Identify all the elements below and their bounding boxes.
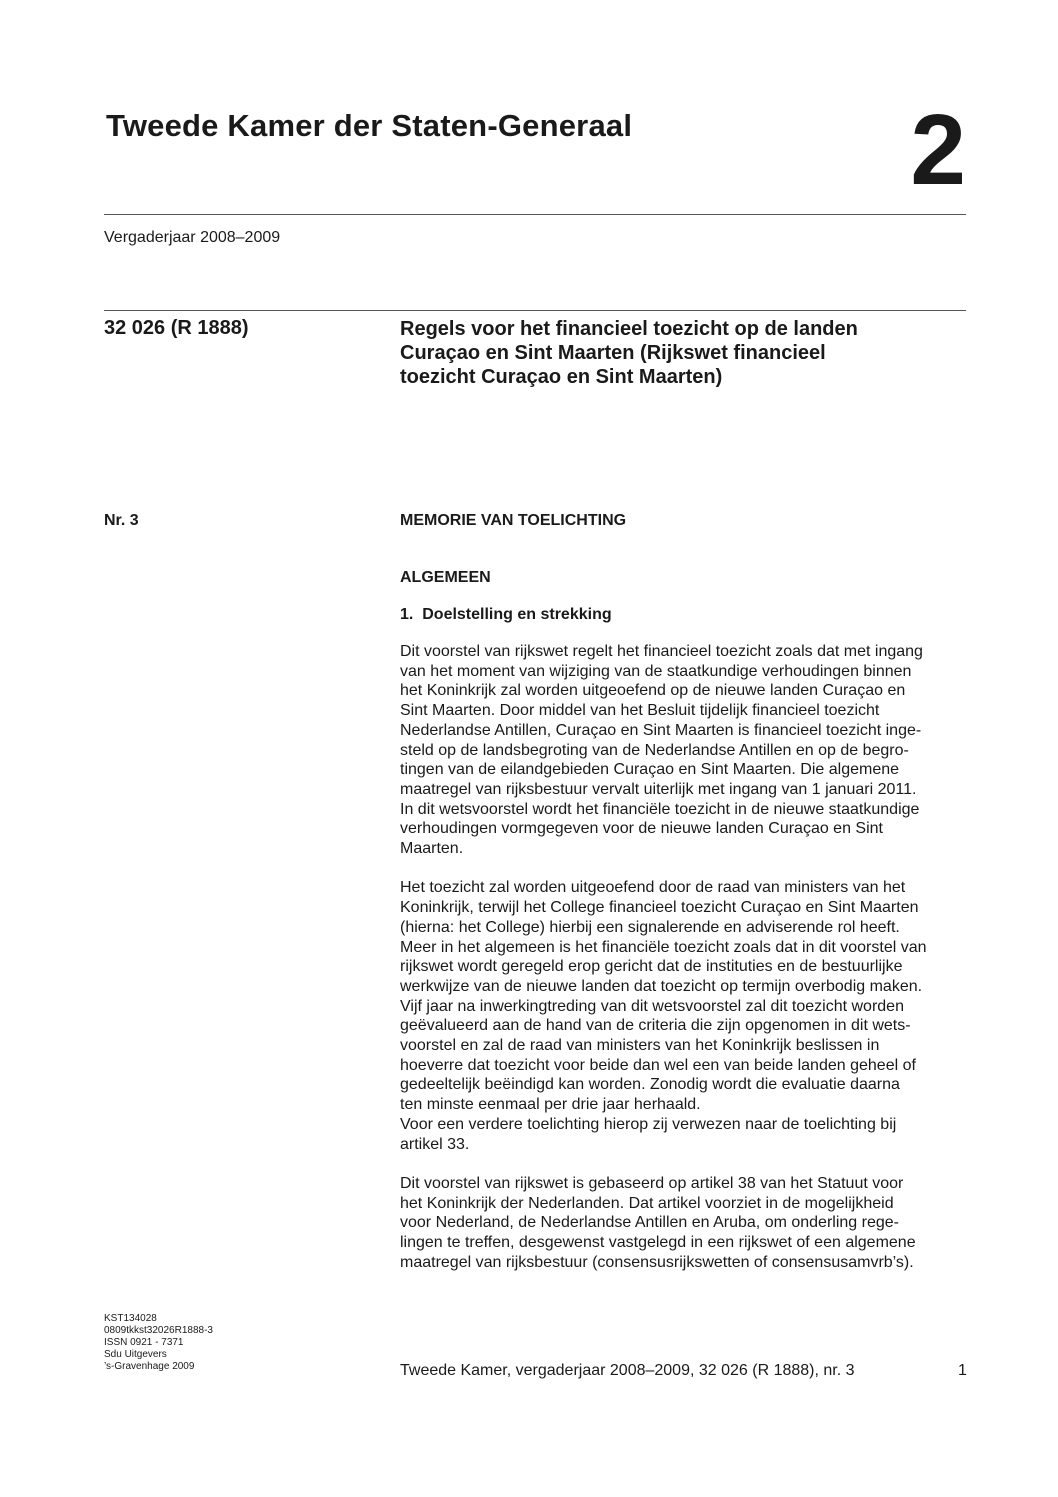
body-line: het Koninkrijk der Nederlanden. Dat artikel voorziet in de mogelijkheid (400, 1194, 894, 1212)
body-line: Het toezicht zal worden uitgeoefend door de raad van ministers van het (400, 879, 906, 897)
header-divider (104, 214, 966, 215)
body-line: artikel 33. (400, 1135, 470, 1153)
body-line: tingen van de eilandgebieden Curaçao en Sint Maarten. Die algemene (400, 761, 900, 779)
chamber-title: Tweede Kamer der Staten-Generaal (106, 108, 633, 143)
body-line: Nederlandse Antillen, Curaçao en Sint Maarten is financieel toezicht inge- (400, 721, 922, 739)
body-text (400, 642, 968, 1272)
part-heading: ALGEMEEN (400, 569, 491, 586)
body-line: Koninkrijk, terwijl het College financieel toezicht Curaçao en Sint Maarten (400, 899, 919, 917)
paragraph-gap (400, 1154, 968, 1174)
body-line: Maarten. (400, 840, 464, 858)
body-line: (hierna: het College) hierbij een signalerende en adviserende rol heeft. (400, 918, 900, 936)
meta-line: Sdu Uitgevers (104, 1349, 167, 1360)
document-title (400, 317, 970, 389)
body-line: Meer in het algemeen is het financiële toezicht zoals dat in dit voorstel van (400, 938, 927, 956)
body-line: Dit voorstel van rijkswet regelt het financieel toezicht zoals dat met ingang (400, 643, 923, 660)
paragraph-gap (400, 859, 968, 879)
body-line: gedeeltelijk beëindigd kan worden. Zonodig wordt die evaluatie daarna (400, 1076, 900, 1094)
document-number: 2 (910, 94, 966, 206)
body-line: Dit voorstel van rijkswet is gebaseerd op artikel 38 van het Statuut voor (400, 1174, 904, 1192)
body-line: het Koninkrijk zal worden uitgeoefend op de nieuwe landen Curaçao en (400, 682, 906, 700)
body-line: lingen te treffen, desgewenst vastgelegd in een rijkswet of een algemene (400, 1234, 916, 1252)
body-line: geëvalueerd aan de hand van de criteria die zijn opgenomen in dit wets- (400, 1017, 911, 1035)
body-line: voorstel en zal de raad van ministers van het Koninkrijk beslissen in (400, 1037, 880, 1055)
document-title-line: Curaçao en Sint Maarten (Rijkswet financieel (400, 342, 826, 364)
session-year: Vergaderjaar 2008–2009 (104, 229, 281, 246)
body-line: rijkswet wordt geregeld erop gericht dat de instituties en de bestuurlijke (400, 958, 903, 976)
body-line: verhoudingen vormgegeven voor de nieuwe landen Curaçao en Sint (400, 820, 883, 838)
body-line: Sint Maarten. Door middel van het Besluit tijdelijk financieel toezicht (400, 702, 880, 720)
footer-reference: Tweede Kamer, vergaderjaar 2008–2009, 32 026 (R 1888), nr. 3 (400, 1362, 855, 1379)
body-line: maatregel van rijksbestuur (consensusrijkswetten of consensusamvrb’s). (400, 1253, 914, 1271)
document-title-line: Regels voor het financieel toezicht op de landen (400, 318, 858, 340)
body-line: voor Nederland, de Nederlandse Antillen en Aruba, om onderling rege- (400, 1214, 899, 1232)
section-heading: 1. Doelstelling en strekking (400, 606, 612, 623)
body-line: steld op de landsbegroting van de Nederlandse Antillen en op de begro- (400, 741, 909, 759)
publication-metadata (104, 1313, 213, 1373)
body-line: werkwijze van de nieuwe landen dat toezicht op termijn overbodig maken. (400, 977, 923, 995)
page-number: 1 (958, 1362, 967, 1379)
document-title-line: toezicht Curaçao en Sint Maarten) (400, 366, 723, 388)
body-line: van het moment van wijziging van de staatkundige verhoudingen binnen (400, 662, 912, 680)
body-line: hoeverre dat toezicht voor beide dan wel een van beide landen geheel of (400, 1056, 916, 1074)
dossier-number: 32 026 (R 1888) (104, 317, 249, 339)
body-line: maatregel van rijksbestuur vervalt uiterlijk met ingang van 1 januari 2011. (400, 780, 917, 798)
meta-line: 0809tkkst32026R1888-3 (104, 1325, 213, 1336)
meta-line: KST134028 (104, 1313, 157, 1324)
body-line: Vijf jaar na inwerkingtreding van dit wetsvoorstel zal dit toezicht worden (400, 997, 904, 1015)
body-line: In dit wetsvoorstel wordt het financiële toezicht in de nieuwe staatkundige (400, 800, 920, 818)
document-type: MEMORIE VAN TOELICHTING (400, 512, 627, 529)
title-divider (104, 310, 966, 311)
body-line: ten minste eenmaal per drie jaar herhaald. (400, 1096, 701, 1114)
meta-line: ’s-Gravenhage 2009 (104, 1361, 195, 1372)
body-line: Voor een verdere toelichting hierop zij verwezen naar de toelichting bij (400, 1115, 897, 1133)
issue-number: Nr. 3 (104, 512, 139, 529)
meta-line: ISSN 0921 - 7371 (104, 1337, 184, 1348)
